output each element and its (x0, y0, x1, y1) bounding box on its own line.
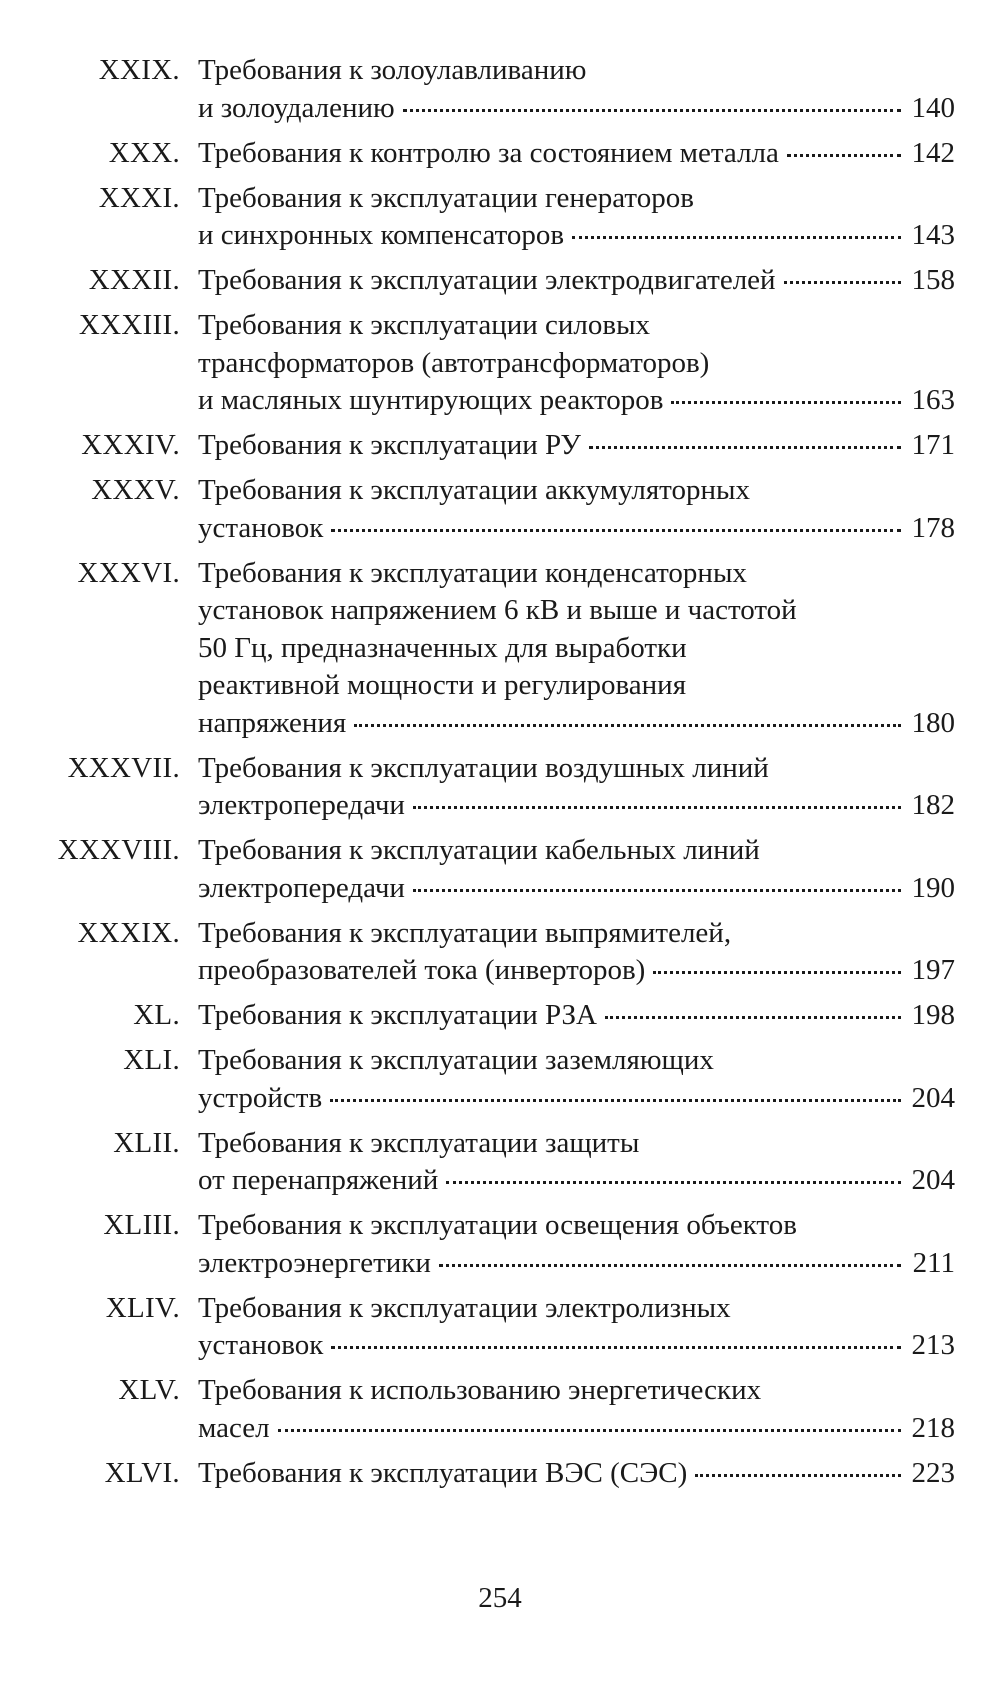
title-last-line (198, 1080, 955, 1118)
title-last-line (198, 787, 955, 825)
title-last-line (198, 427, 955, 465)
page-ref: 204 (911, 1164, 955, 1196)
section-number: XXXIII. (78, 309, 180, 341)
title-line: Требования к эксплуатации выпрямителей, (198, 916, 732, 949)
title-line: масел (198, 1411, 270, 1444)
section-number: XLVI. (104, 1456, 180, 1489)
dot-leader (330, 1099, 901, 1102)
section-title (198, 1290, 955, 1365)
title-last-line (198, 870, 955, 908)
dot-leader (784, 281, 901, 284)
dot-leader (787, 154, 901, 157)
title-line: преобразователей тока (инверторов) (198, 954, 646, 986)
section-title (198, 52, 955, 127)
page-ref: 171 (911, 429, 955, 461)
title-line: Требования к золоулавливанию (198, 54, 587, 86)
title-last-line (198, 510, 955, 548)
title-line: и золоудалению (198, 91, 395, 124)
title-last-line (198, 705, 955, 743)
section-number: XXXV. (91, 474, 180, 506)
page-ref: 213 (911, 1329, 955, 1361)
toc-entry (55, 1455, 955, 1493)
title-line: Требования к эксплуатации генераторов (198, 181, 694, 214)
title-last-line (198, 1455, 955, 1493)
section-title (198, 135, 955, 173)
section-title (198, 180, 955, 255)
title-line: установок (198, 511, 324, 544)
title-last-line (198, 262, 955, 300)
section-title (198, 1455, 955, 1493)
page-ref: 223 (911, 1456, 955, 1489)
section-number: XXXIX. (77, 916, 180, 949)
title-line: Требования к эксплуатации силовых (198, 309, 651, 341)
dot-leader (446, 1181, 901, 1184)
toc-entry (55, 307, 955, 420)
section-title (198, 750, 955, 825)
toc-entry (55, 1290, 955, 1365)
toc-entry (55, 832, 955, 907)
section-title (198, 427, 955, 465)
section-title (198, 832, 955, 907)
dot-leader (331, 529, 901, 532)
title-last-line (198, 382, 955, 420)
title-line: Требования к эксплуатации кабельных линий (198, 834, 760, 866)
page-ref: 142 (911, 136, 955, 169)
page-ref: 190 (911, 871, 955, 904)
section-number: XXXVI. (77, 556, 180, 589)
dot-leader (605, 1016, 901, 1019)
title-line: от перенапряжений (198, 1164, 439, 1196)
section-number: XLIV. (105, 1291, 180, 1324)
section-title (198, 555, 955, 743)
section-number: XXXII. (88, 264, 180, 296)
title-line: Требования к эксплуатации освещения объектов (198, 1209, 797, 1241)
title-line: Требования к эксплуатации электролизных (198, 1291, 731, 1324)
section-number: XLII. (113, 1126, 180, 1159)
title-line: Требования к использованию энергетических (198, 1374, 762, 1406)
section-number: XXXI. (98, 181, 180, 214)
toc-entry (55, 997, 955, 1035)
toc-entry (55, 180, 955, 255)
section-title (198, 997, 955, 1035)
table-of-contents (55, 52, 955, 1500)
section-number: XLV. (118, 1374, 180, 1406)
section-number: XXXIV. (81, 429, 180, 461)
title-line: установок (198, 1329, 324, 1361)
title-line: и синхронных компенсаторов (198, 219, 565, 251)
page-ref: 143 (911, 219, 955, 251)
section-title (198, 1372, 955, 1447)
title-last-line (198, 1162, 955, 1200)
title-line: трансформаторов (автотрансформаторов) (198, 346, 710, 379)
section-number: XL. (133, 999, 180, 1031)
title-line: Требования к эксплуатации защиты (198, 1126, 640, 1159)
title-line: устройств (198, 1081, 323, 1114)
page-ref: 163 (911, 384, 955, 416)
title-line: Требования к эксплуатации РУ (198, 429, 581, 461)
page-ref: 182 (911, 789, 955, 821)
dot-leader (653, 971, 901, 974)
page-ref: 197 (911, 954, 955, 986)
toc-entry (55, 472, 955, 547)
section-title (198, 1125, 955, 1200)
title-line: Требования к эксплуатации ВЭС (СЭС) (198, 1456, 688, 1489)
toc-entry (55, 262, 955, 300)
section-title (198, 1042, 955, 1117)
dot-leader (413, 889, 901, 892)
page-ref: 218 (911, 1411, 955, 1444)
section-title (198, 1207, 955, 1282)
dot-leader (695, 1474, 901, 1477)
toc-entry (55, 555, 955, 743)
toc-entry (55, 427, 955, 465)
title-last-line (198, 997, 955, 1035)
toc-entry (55, 52, 955, 127)
section-number: XLIII. (103, 1209, 180, 1241)
section-title (198, 472, 955, 547)
toc-entry (55, 915, 955, 990)
toc-entry (55, 1125, 955, 1200)
page-ref: 211 (912, 1246, 955, 1279)
toc-entry (55, 1372, 955, 1447)
title-line: Требования к эксплуатации электродвигателей (198, 264, 776, 296)
title-line: Требования к эксплуатации РЗА (198, 999, 597, 1031)
page-number: 254 (478, 1582, 522, 1614)
title-last-line (198, 952, 955, 990)
section-number: XXIX. (98, 54, 180, 86)
toc-entry (55, 750, 955, 825)
section-number: XXXVII. (67, 751, 180, 784)
title-line: и масляных шунтирующих реакторов (198, 384, 664, 416)
section-number: XLI. (123, 1044, 180, 1076)
title-line: электроэнергетики (198, 1246, 431, 1279)
title-last-line (198, 90, 955, 128)
dot-leader (671, 401, 901, 404)
title-last-line (198, 1245, 955, 1283)
dot-leader (403, 109, 901, 112)
page-ref: 140 (911, 91, 955, 124)
title-line: 50 Гц, предназначенных для выработки (198, 631, 687, 664)
title-last-line (198, 1327, 955, 1365)
section-title (198, 262, 955, 300)
title-line: установок напряжением 6 кВ и выше и частотой (198, 594, 797, 626)
title-line: реактивной мощности и регулирования (198, 669, 687, 701)
page-ref: 178 (911, 511, 955, 544)
dot-leader (413, 806, 901, 809)
page-ref: 180 (911, 706, 955, 739)
title-line: электропередачи (198, 871, 405, 904)
title-line: Требования к эксплуатации конденсаторных (198, 556, 747, 589)
page-ref: 204 (911, 1081, 955, 1114)
title-last-line (198, 135, 955, 173)
title-line: Требования к эксплуатации воздушных линий (198, 751, 769, 784)
dot-leader (278, 1429, 901, 1432)
dot-leader (331, 1346, 901, 1349)
title-last-line (198, 217, 955, 255)
section-number: XXX. (108, 136, 180, 169)
dot-leader (589, 446, 901, 449)
title-line: Требования к контролю за состоянием металла (198, 136, 779, 169)
toc-entry (55, 1042, 955, 1117)
dot-leader (572, 236, 901, 239)
dot-leader (439, 1264, 901, 1267)
title-line: электропередачи (198, 789, 405, 821)
title-line: Требования к эксплуатации заземляющих (198, 1044, 714, 1076)
section-title (198, 915, 955, 990)
title-line: Требования к эксплуатации аккумуляторных (198, 474, 750, 506)
section-title (198, 307, 955, 420)
dot-leader (354, 724, 901, 727)
page-ref: 198 (911, 999, 955, 1031)
title-last-line (198, 1410, 955, 1448)
title-line: напряжения (198, 706, 347, 739)
toc-entry (55, 135, 955, 173)
toc-entry (55, 1207, 955, 1282)
section-number: XXXVIII. (57, 834, 180, 866)
page-ref: 158 (911, 264, 955, 296)
